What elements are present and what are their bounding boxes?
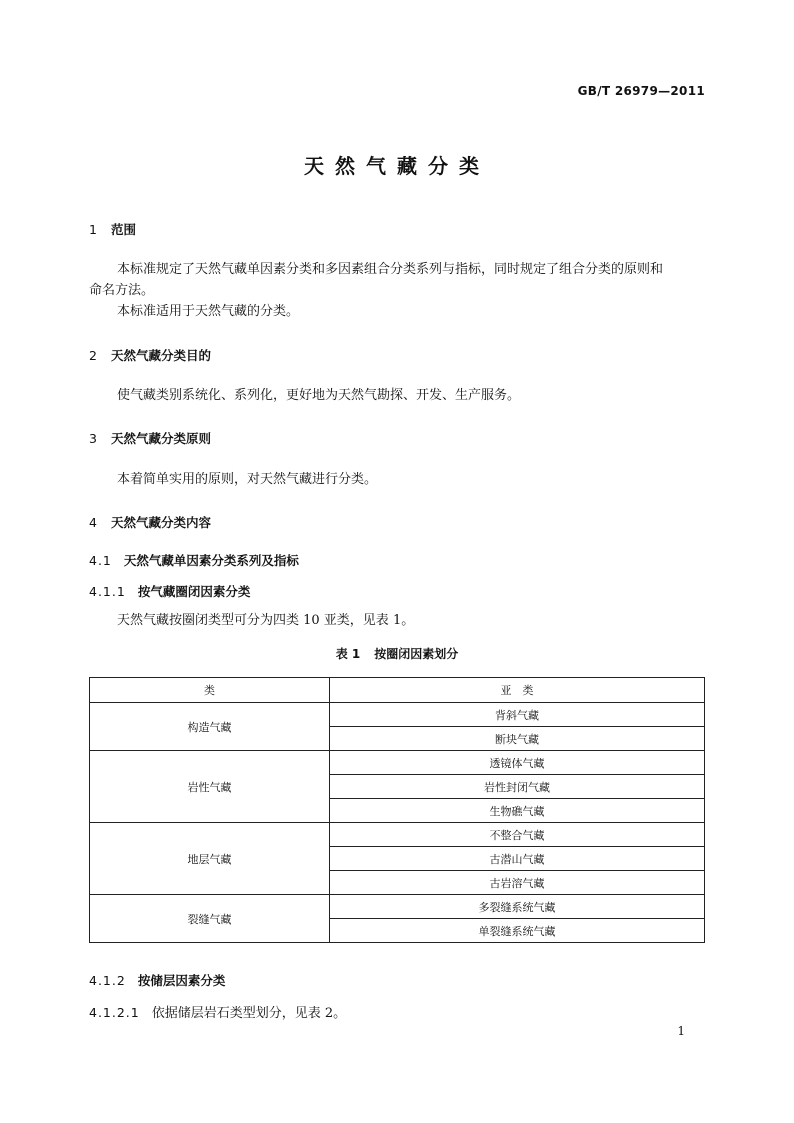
- section-title: 天然气藏单因素分类系列及指标: [123, 553, 299, 568]
- section-title: 按气藏圈闭因素分类: [137, 584, 251, 599]
- section-number: 3: [89, 431, 97, 446]
- section-1-paragraph-1: [89, 259, 709, 322]
- standard-number: GB/T 26979—2011: [577, 84, 705, 98]
- section-4-heading: [89, 513, 211, 531]
- section-number: 2: [89, 348, 97, 363]
- table-row: [90, 895, 705, 919]
- subtype-cell: 生物礁气藏: [330, 799, 705, 823]
- section-3-paragraph: [89, 469, 709, 490]
- table-1-caption: [0, 645, 794, 662]
- table-row: [90, 703, 705, 727]
- section-4-1-1-heading: [89, 582, 250, 600]
- section-number: 4.1.2: [89, 973, 126, 988]
- subtype-cell: 断块气藏: [330, 727, 705, 751]
- paragraph-text: 命名方法。: [89, 283, 155, 298]
- paragraph-text: 使气藏类别系统化、系列化，更好地为天然气勘探、开发、生产服务。: [117, 388, 521, 403]
- section-3-heading: [89, 429, 211, 447]
- paragraph-text: 本标准规定了天然气藏单因素分类和多因素组合分类系列与指标，同时规定了组合分类的原则和: [117, 262, 664, 277]
- subtype-cell: 古岩溶气藏: [330, 871, 705, 895]
- section-number: 4.1.2.1: [89, 1005, 140, 1020]
- table-1: [89, 677, 705, 943]
- section-4-1-2-1-clause: [89, 1002, 346, 1021]
- page-number: 1: [677, 1024, 685, 1038]
- section-title: 范围: [111, 222, 137, 237]
- category-cell: 裂缝气藏: [90, 895, 330, 943]
- subtype-cell: 多裂缝系统气藏: [330, 895, 705, 919]
- section-number: 4.1.1: [89, 584, 126, 599]
- section-title: 天然气藏分类原则: [111, 431, 212, 446]
- subtype-cell: 单裂缝系统气藏: [330, 919, 705, 943]
- subtype-cell: 古潜山气藏: [330, 847, 705, 871]
- category-cell: 岩性气藏: [90, 751, 330, 823]
- paragraph-text: 天然气藏按圈闭类型可分为四类 10 亚类，见表 1。: [117, 613, 415, 628]
- category-cell: 构造气藏: [90, 703, 330, 751]
- header-category: 类: [90, 678, 330, 703]
- subtype-cell: 透镜体气藏: [330, 751, 705, 775]
- section-4-1-heading: [89, 551, 299, 569]
- text-line: [89, 280, 709, 301]
- paragraph-text: 本标准适用于天然气藏的分类。: [117, 304, 300, 319]
- table-row: [90, 751, 705, 775]
- section-1-heading: [89, 220, 136, 238]
- text-line: [89, 259, 709, 280]
- text-line: [89, 301, 709, 322]
- section-2-heading: [89, 346, 211, 364]
- subtype-cell: 岩性封闭气藏: [330, 775, 705, 799]
- subtype-cell: 背斜气藏: [330, 703, 705, 727]
- table-title: 按圈闭因素划分: [374, 647, 459, 661]
- section-title: 天然气藏分类目的: [111, 348, 212, 363]
- section-title: 按储层因素分类: [137, 973, 226, 988]
- section-4-1-2-heading: [89, 971, 225, 989]
- clause-text: 依据储层岩石类型划分，见表 2。: [151, 1006, 347, 1021]
- subtype-cell: 不整合气藏: [330, 823, 705, 847]
- section-4-1-1-paragraph: [89, 610, 709, 631]
- section-number: 4: [89, 515, 97, 530]
- section-number: 4.1: [89, 553, 112, 568]
- section-title: 天然气藏分类内容: [111, 515, 212, 530]
- table-row: [90, 823, 705, 847]
- table-label: 表 1: [335, 647, 361, 661]
- table-header-row: [90, 678, 705, 703]
- paragraph-text: 本着简单实用的原则，对天然气藏进行分类。: [117, 472, 378, 487]
- section-2-paragraph: [89, 385, 709, 406]
- category-cell: 地层气藏: [90, 823, 330, 895]
- section-number: 1: [89, 222, 97, 237]
- header-subtype: 亚 类: [330, 678, 705, 703]
- document-title: 天然气藏分类: [304, 154, 490, 178]
